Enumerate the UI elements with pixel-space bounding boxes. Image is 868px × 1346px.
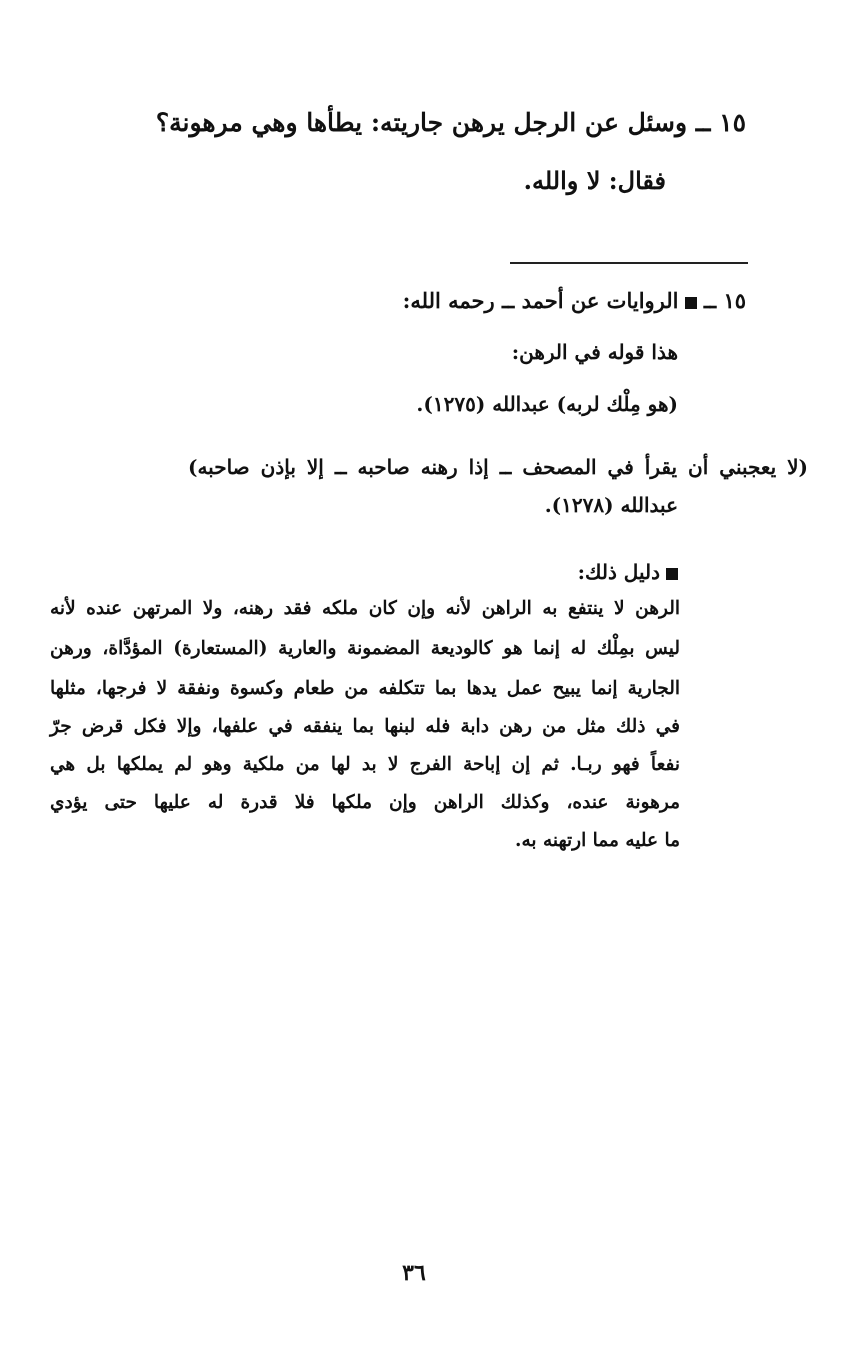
evidence-heading-text: دليل ذلك:	[577, 560, 660, 584]
riwaya-2-line-1: (لا يعجبني أن يقرأ في المصحف ــ إذا رهنه صاحبه ــ إلا بإذن صاحبه)	[188, 455, 808, 479]
question-answer: فقال: لا والله.	[523, 166, 666, 195]
evidence-line: مرهونة عنده، وكذلك الراهن وإن ملكها فلا قدرة له عليها حتى يؤدي	[50, 792, 680, 813]
evidence-line: ليس بمِلْك له إنما هو كالوديعة المضمونة والعارية (المستعارة) المؤدَّاة، ورهن	[50, 638, 680, 659]
section-divider	[510, 262, 748, 264]
section-title: الروايات عن أحمد ــ رحمه الله:	[402, 288, 679, 313]
evidence-line: الرهن لا ينتفع به الراهن لأنه وإن كان ملكه فقد رهنه، ولا المرتهن عنده لأنه	[50, 598, 680, 619]
riwaya-1: (هو مِلْك لربه) عبدالله (١٢٧٥).	[416, 392, 678, 416]
evidence-line: الجارية إنما يبيح عمل يدها بما تتكلفه من طعام وكسوة ونفقة لا فرجها، مثلها	[50, 678, 680, 699]
section-intro: هذا قوله في الرهن:	[511, 340, 678, 364]
square-bullet-icon	[685, 297, 697, 309]
riwaya-2-line-2: عبدالله (١٢٧٨).	[544, 493, 678, 517]
square-bullet-icon	[666, 568, 678, 580]
question-line: ١٥ ــ وسئل عن الرجل يرهن جاريته: يطأها وهي مرهونة؟	[155, 108, 746, 137]
evidence-line: في ذلك مثل من رهن دابة فله لبنها بما ينفقه في علفها، وإلا فكل قرض جرّ	[50, 716, 680, 737]
page-number: ٣٦	[402, 1260, 426, 1286]
evidence-line: نفعاً فهو ربـا. ثم إن إباحة الفرج لا بد لها من ملكية وهو لم يملكها بل هي	[50, 754, 680, 775]
section-number: ١٥ ــ	[703, 288, 746, 313]
section-heading	[403, 288, 746, 313]
evidence-heading	[578, 560, 678, 584]
evidence-line: ما عليه مما ارتهنه به.	[515, 830, 680, 851]
